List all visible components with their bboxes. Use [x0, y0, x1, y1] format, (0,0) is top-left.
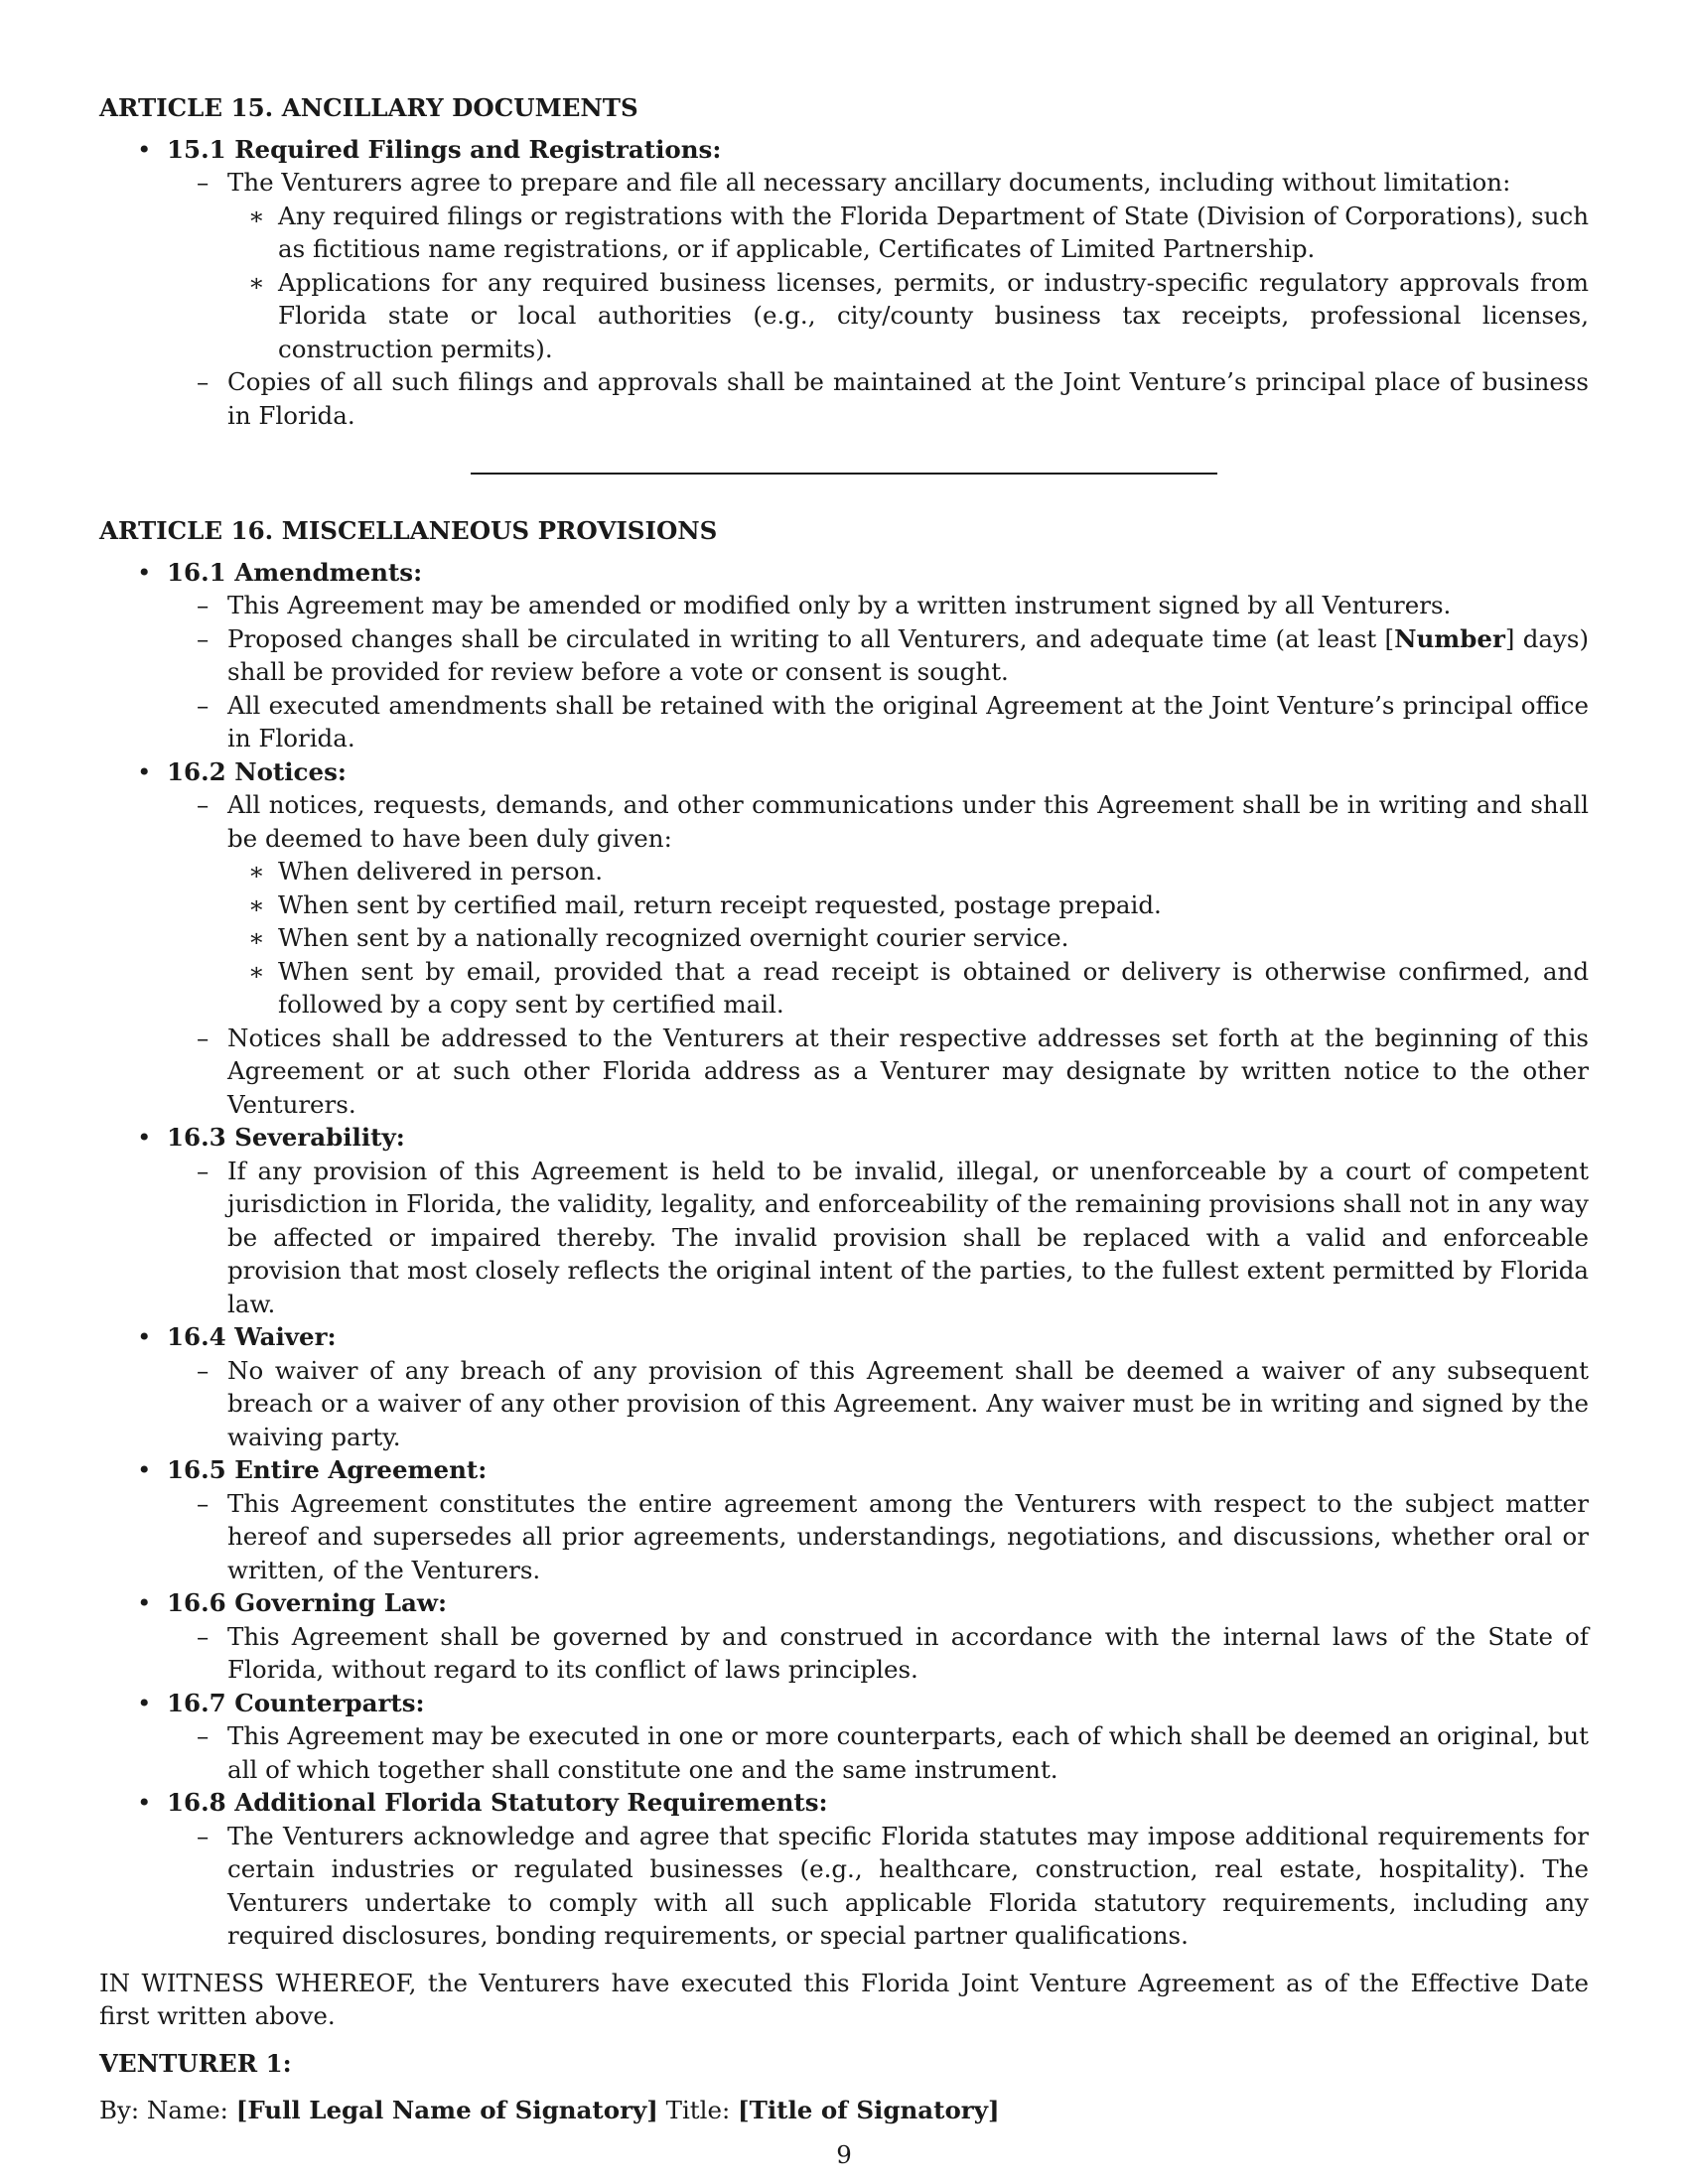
section-title: 16.4 Waiver: — [167, 1322, 337, 1351]
list-item: – No waiver of any breach of any provision of this Agreement shall be deemed a waiver of any subsequent breach or a waiver of any other provision of this Agreement. Any waiver must be in writing and signed by the waiving party. — [167, 1354, 1589, 1454]
document-page — [99, 91, 1589, 2127]
section-title: 16.6 Governing Law: — [167, 1588, 448, 1617]
section-16-1 — [99, 556, 1589, 755]
article-15-sections — [99, 133, 1589, 433]
venturer-heading: VENTURER 1: — [99, 2048, 292, 2078]
sub-list-item: ∗ When delivered in person. — [227, 855, 1589, 888]
list-item: – Notices shall be addressed to the Venturers at their respective addresses set forth at the beginning of this Agreement or at such other Florida address as a Venturer may designate by written notice to the other Venturers. — [167, 1022, 1589, 1122]
article-15-heading: ARTICLE 15. ANCILLARY DOCUMENTS — [99, 93, 638, 122]
section-16-8 — [99, 1786, 1589, 1953]
section-divider — [471, 473, 1217, 475]
section-16-4 — [99, 1320, 1589, 1453]
section-title: 16.1 Amendments: — [167, 557, 423, 587]
section-16-7 — [99, 1687, 1589, 1787]
list-item: – The Venturers acknowledge and agree that specific Florida statutes may impose additional requirements for certain industries or regulated businesses (e.g., healthcare, construction, real estate, hospitality). The Venturers undertake to comply with all such applicable Florida statutory requirements, including any required disclosures, bonding requirements, or special partner qualifications. — [167, 1820, 1589, 1953]
signatory-title-placeholder: Title of Signatory — [749, 2096, 988, 2124]
signature-line: By: Name: [Full Legal Name of Signatory] Title: [Title of Signatory] — [99, 2096, 1000, 2124]
list-item: – If any provision of this Agreement is held to be invalid, illegal, or unenforceable by a court of competent jurisdiction in Florida, the validity, legality, and enforceability of the remaining provisions shall not in any way be affected or impaired thereby. The invalid provision shall be replaced with a valid and enforceable provision that most closely reflects the original intent of the parties, to the fullest extent permitted by Florida law. — [167, 1155, 1589, 1321]
sub-list-item: ∗ When sent by email, provided that a read receipt is obtained or delivery is otherwise confirmed, and followed by a copy sent by certified mail. — [227, 955, 1589, 1022]
article-16-sections — [99, 556, 1589, 1953]
list-item: – This Agreement constitutes the entire agreement among the Venturers with respect to the subject matter hereof and supersedes all prior agreements, understandings, negotiations, and discussions, whether oral or written, of the Venturers. — [167, 1487, 1589, 1587]
sub-list-item: ∗ When sent by a nationally recognized overnight courier service. — [227, 921, 1589, 955]
witness-clause: IN WITNESS WHEREOF, the Venturers have executed this Florida Joint Venture Agreement as of the Effective Date first written above. — [99, 1968, 1589, 2030]
section-title: 16.8 Additional Florida Statutory Requirements: — [167, 1788, 828, 1817]
list-item: – Proposed changes shall be circulated in writing to all Venturers, and adequate time (at least [Number] days) shall be provided for review before a vote or consent is sought. — [167, 622, 1589, 689]
list-item: – Copies of all such filings and approvals shall be maintained at the Joint Venture’s principal place of business in Florida. — [167, 365, 1589, 432]
paragraph: The Venturers agree to prepare and file all necessary ancillary documents, including without limitation: — [227, 168, 1511, 197]
section-16-5 — [99, 1453, 1589, 1586]
section-16-2 — [99, 755, 1589, 1122]
placeholder-number: Number — [1394, 623, 1505, 653]
section-16-3 — [99, 1121, 1589, 1320]
sub-list-item: ∗ Applications for any required business licenses, permits, or industry-specific regulatory approvals from Florida state or local authorities (e.g., city/county business tax receipts, professional licenses, construction permits). — [227, 266, 1589, 366]
paragraph: All notices, requests, demands, and other communications under this Agreement shall be in writing and shall be deemed to have been duly given: — [227, 790, 1589, 853]
article-16-heading: ARTICLE 16. MISCELLANEOUS PROVISIONS — [99, 516, 718, 545]
by-name-label: By: Name: — [99, 2096, 228, 2124]
list-item: – This Agreement shall be governed by and construed in accordance with the internal laws of the State of Florida, without regard to its conflict of laws principles. — [167, 1620, 1589, 1687]
section-title: 16.3 Severability: — [167, 1123, 405, 1152]
list-item: – This Agreement may be executed in one or more counterparts, each of which shall be deemed an original, but all of which together shall constitute one and the same instrument. — [167, 1719, 1589, 1786]
section-title: 16.2 Notices: — [167, 756, 347, 786]
list-item — [167, 788, 1589, 1022]
section-title: 16.5 Entire Agreement: — [167, 1455, 488, 1484]
sub-list-item: ∗ Any required filings or registrations with the Florida Department of State (Division of Corporations), such as fictitious name registrations, or if applicable, Certificates of Limited Partnership. — [227, 200, 1589, 266]
page-number: 9 — [836, 2140, 852, 2169]
signatory-name-placeholder: Full Legal Name of Signatory — [247, 2096, 647, 2124]
list-item — [167, 166, 1589, 365]
list-item: – This Agreement may be amended or modified only by a written instrument signed by all Venturers. — [167, 589, 1589, 622]
sub-list-item: ∗ When sent by certified mail, return receipt requested, postage prepaid. — [227, 888, 1589, 922]
section-16-6 — [99, 1586, 1589, 1687]
section-title: 15.1 Required Filings and Registrations: — [167, 134, 722, 164]
title-label: Title: — [665, 2096, 731, 2124]
list-item: – All executed amendments shall be retained with the original Agreement at the Joint Venture’s principal office in Florida. — [167, 689, 1589, 755]
section-title: 16.7 Counterparts: — [167, 1688, 425, 1717]
section-15-1 — [99, 133, 1589, 433]
